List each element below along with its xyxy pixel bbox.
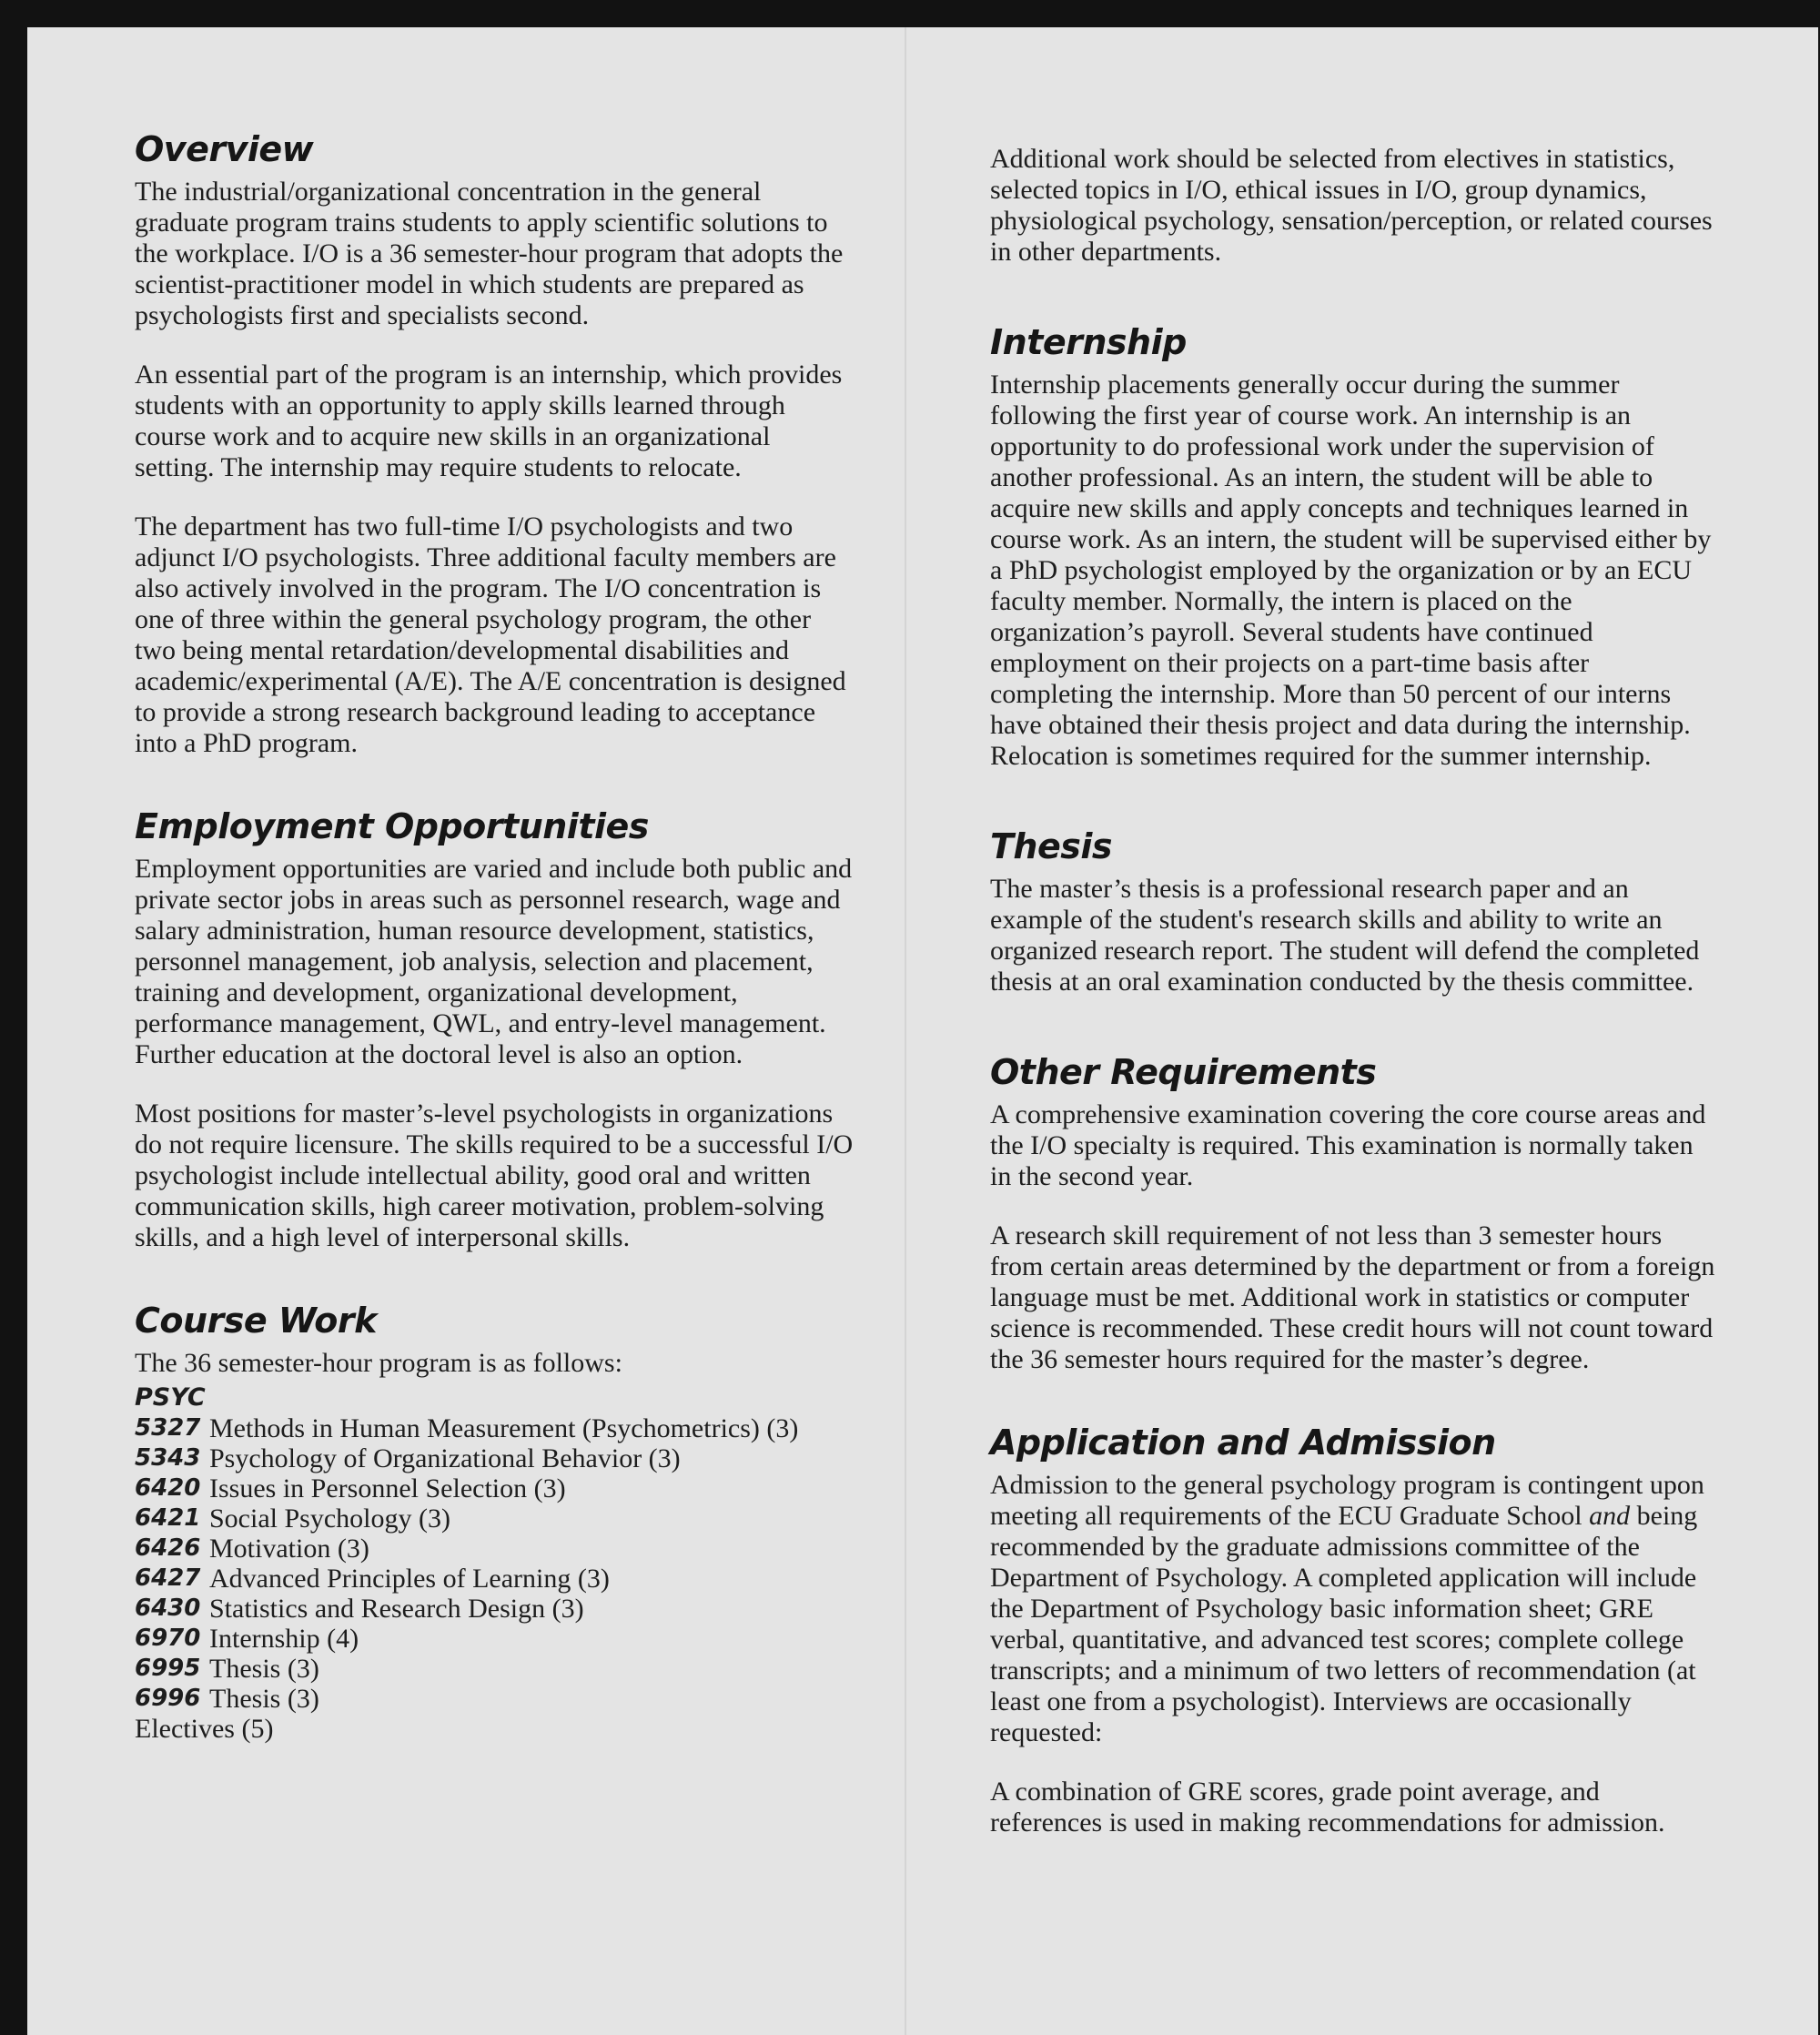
course-row: [135, 1564, 854, 1594]
course-number: 6427: [135, 1564, 201, 1592]
course-name: Motivation (3): [209, 1534, 369, 1564]
course-number: 6970: [135, 1625, 201, 1652]
course-number: 5327: [135, 1414, 201, 1442]
admission-heading: Application and Admission: [990, 1422, 1496, 1463]
admission-paragraph-1: [990, 1470, 1718, 1748]
course-row: [135, 1624, 854, 1654]
admission-section: [990, 1422, 1718, 1838]
course-row: [135, 1443, 854, 1473]
course-row: [135, 1534, 854, 1564]
thesis-paragraph: The master’s thesis is a professional research paper and an example of the student's research skills and ability to write an organized research report. The student will defend the completed thesis at an oral examination conducted by the thesis committee.: [990, 874, 1700, 997]
course-name: Thesis (3): [209, 1654, 319, 1684]
course-number: 6426: [135, 1534, 201, 1562]
internship-heading: Internship: [990, 322, 1187, 362]
other-requirements-paragraph-1: A comprehensive examination covering the core course areas and the I/O specialty is required. This examination is normally taken in the second year.: [990, 1099, 1706, 1191]
other-requirements-section: [990, 1052, 1718, 1375]
course-row: [135, 1654, 854, 1684]
left-column: [135, 129, 854, 1744]
electives-line: Electives (5): [135, 1714, 274, 1744]
course-number: 6430: [135, 1595, 201, 1622]
course-prefix: PSYC: [135, 1383, 206, 1412]
overview-paragraph-3: The department has two full-time I/O psychologists and two adjunct I/O psychologists. Three additional faculty members are also actively involved in the program. The I/O concentration is one of three within the general psychology program, the other two being mental retardation/developmental disabilities and academic/experimental (A/E). The A/E concentration is designed to provide a strong research background leading to acceptance into a PhD program.: [135, 511, 846, 758]
course-row: [135, 1473, 854, 1503]
thesis-section: [990, 826, 1718, 997]
overview-heading: Overview: [135, 129, 314, 169]
coursework-heading: Course Work: [135, 1301, 377, 1341]
course-number: 5343: [135, 1444, 201, 1472]
course-row: [135, 1503, 854, 1534]
employment-paragraph-2: Most positions for master’s-level psychologists in organizations do not require licensure. The skills required to be a successful I/O psychologist include intellectual ability, good oral and written communication skills, high career motivation, problem-solving skills, and a high level of interpersonal skills.: [135, 1098, 854, 1252]
brochure-page: [27, 27, 1818, 2035]
right-column: [990, 144, 1718, 1867]
internship-section: [990, 322, 1718, 772]
admission-text-end: being recommended by the graduate admissions committee of the Department of Psychology. A completed application will include the Department of Psychology basic information sheet; GRE verbal, quantitative, and advanced test scores; complete college transcripts; and a minimum of two letters of recommendation (at least one from a psychologist). Interviews are occasionally requested:: [990, 1501, 1698, 1747]
course-name: Issues in Personnel Selection (3): [209, 1473, 566, 1503]
course-number: 6420: [135, 1474, 201, 1502]
admission-emphasis: and: [1589, 1501, 1631, 1531]
course-name: Thesis (3): [209, 1684, 319, 1714]
additional-work-section: [990, 144, 1718, 268]
employment-paragraph-1: Employment opportunities are varied and include both public and private sector jobs in areas such as personnel research, wage and salary administration, human resource development, statistics, personnel management, job analysis, selection and placement, training and development, organizational development, performance management, QWL, and entry-level management. Further education at the doctoral level is also an option.: [135, 854, 853, 1069]
additional-work-paragraph: Additional work should be selected from electives in statistics, selected topics in I/O, ethical issues in I/O, group dynamics, physiological psychology, sensation/perception, or related courses in other departments.: [990, 144, 1713, 267]
overview-section: [135, 129, 854, 759]
admission-text-start: Admission to the general psychology program is contingent upon meeting all requirements of the ECU Graduate School: [990, 1470, 1704, 1531]
course-name: Internship (4): [209, 1624, 359, 1654]
internship-paragraph: Internship placements generally occur during the summer following the first year of course work. An internship is an opportunity to do professional work under the supervision of another professional. As an intern, the student will be able to acquire new skills and apply concepts and techniques learned in course work. As an intern, the student will be supervised either by a PhD psychologist employed by the organization or by an ECU faculty member. Normally, the intern is placed on the organization’s payroll. Several students have continued employment on their projects on a part-time basis after completing the internship. More than 50 percent of our interns have obtained their thesis project and data during the internship. Relocation is sometimes required for the summer internship.: [990, 370, 1712, 771]
admission-paragraph-2: A combination of GRE scores, grade point average, and references is used in making recommendations for admission.: [990, 1777, 1665, 1838]
employment-heading: Employment Opportunities: [135, 806, 649, 846]
thesis-heading: Thesis: [990, 826, 1113, 866]
course-number: 6421: [135, 1504, 201, 1532]
course-name: Statistics and Research Design (3): [209, 1594, 584, 1624]
course-number: 6996: [135, 1685, 201, 1712]
course-name: Advanced Principles of Learning (3): [209, 1564, 610, 1594]
overview-paragraph-2: An essential part of the program is an internship, which provides students with an opportunity to apply skills learned through course work and to acquire new skills in an organizational setting. The internship may require students to relocate.: [135, 359, 843, 482]
course-name: Methods in Human Measurement (Psychometrics) (3): [209, 1413, 799, 1443]
course-row: [135, 1684, 854, 1714]
course-row: [135, 1594, 854, 1624]
course-name: Psychology of Organizational Behavior (3): [209, 1443, 681, 1473]
other-requirements-heading: Other Requirements: [990, 1052, 1377, 1092]
other-requirements-paragraph-2: A research skill requirement of not less than 3 semester hours from certain areas determined by the department or from a foreign language must be met. Additional work in statistics or computer science is recommended. These credit hours will not count toward the 36 semester hours required for the master’s degree.: [990, 1220, 1715, 1374]
coursework-intro: The 36 semester-hour program is as follows:: [135, 1348, 622, 1378]
employment-section: [135, 806, 854, 1253]
coursework-section: [135, 1301, 854, 1744]
course-row: [135, 1413, 854, 1443]
course-number: 6995: [135, 1655, 201, 1682]
fold-line: [905, 27, 906, 2035]
course-name: Social Psychology (3): [209, 1503, 450, 1534]
overview-paragraph-1: The industrial/organizational concentration in the general graduate program trains students to apply scientific solutions to the workplace. I/O is a 36 semester-hour program that adopts the scientist-practitioner model in which students are prepared as psychologists first and specialists second.: [135, 177, 844, 330]
